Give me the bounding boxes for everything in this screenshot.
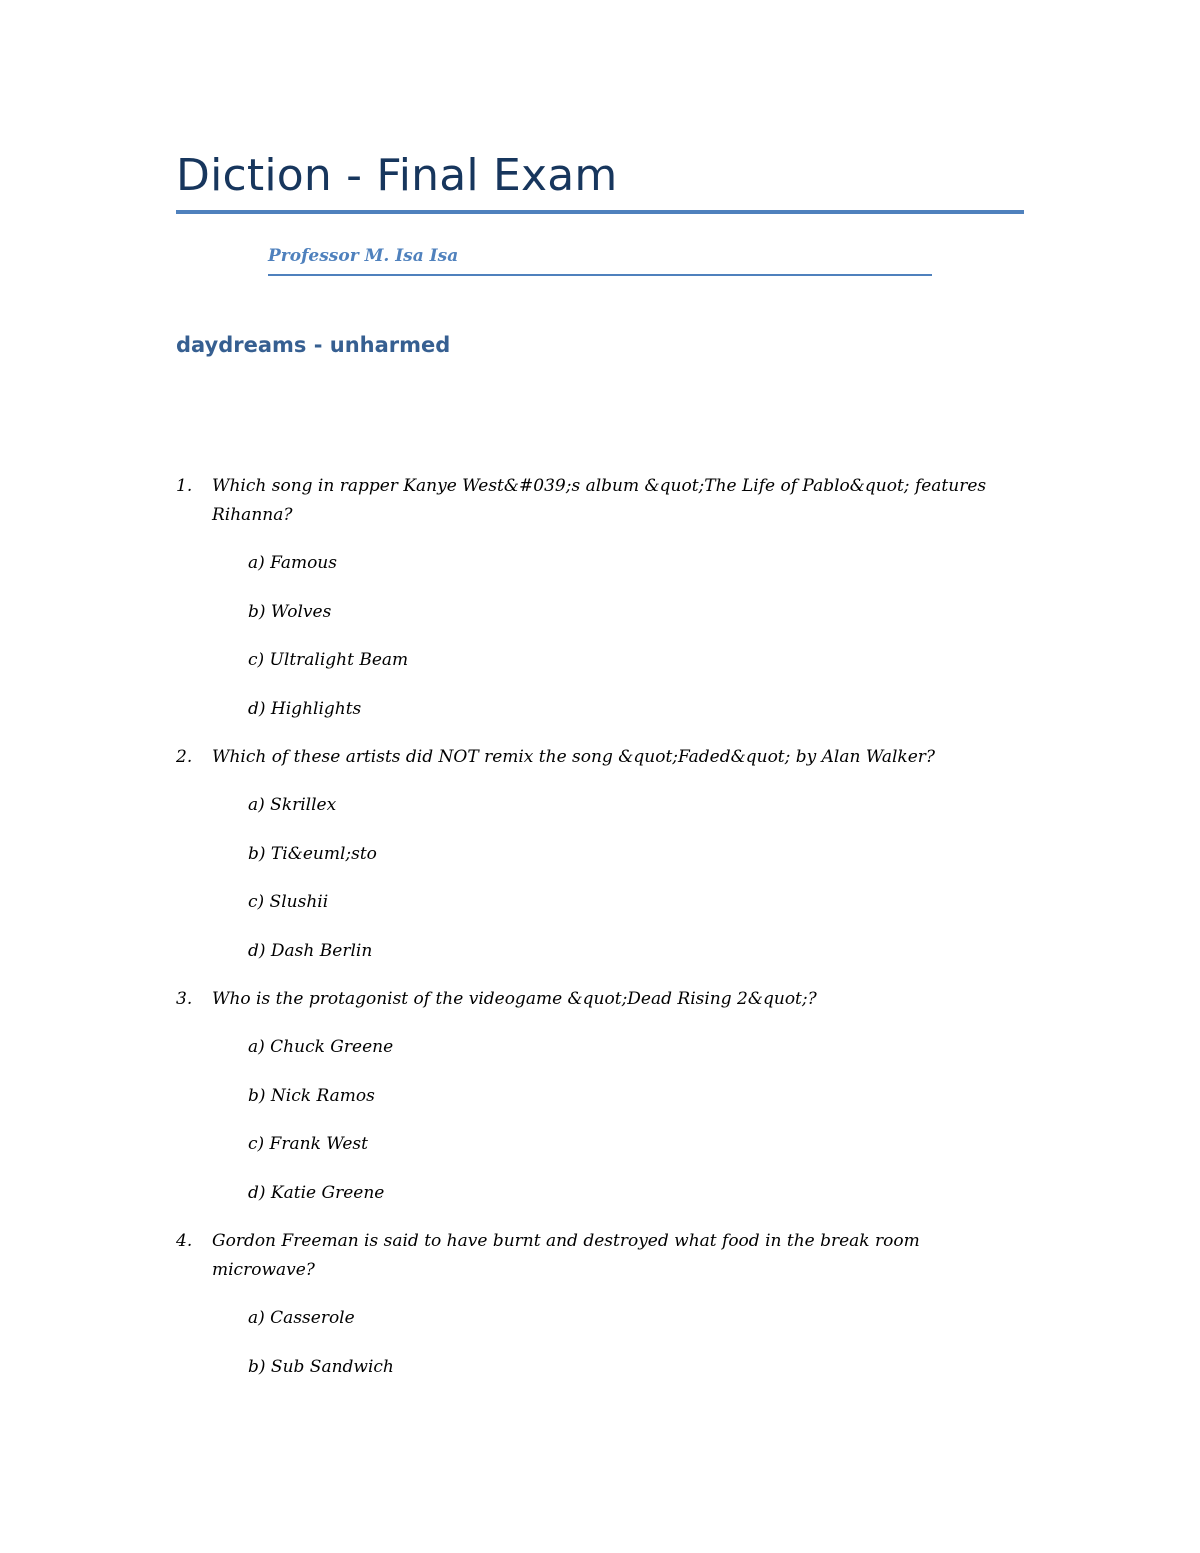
section-heading: daydreams - unharmed bbox=[176, 333, 451, 357]
answer-option: c) Ultralight Beam bbox=[248, 650, 409, 670]
answer-option: d) Dash Berlin bbox=[248, 940, 373, 961]
professor-underline bbox=[268, 274, 932, 276]
answer-option: b) Wolves bbox=[248, 601, 332, 622]
answer-option: a) Skrillex bbox=[248, 795, 337, 815]
question-1 bbox=[176, 472, 1026, 530]
question-number: 4. bbox=[176, 1231, 193, 1251]
answer-option: c) Slushii bbox=[248, 892, 329, 912]
answer-option: d) Highlights bbox=[248, 698, 362, 719]
question-4 bbox=[176, 1227, 1026, 1285]
answer-option: c) Frank West bbox=[248, 1134, 368, 1154]
question-text: Who is the protagonist of the videogame &quot;Dead Rising 2&quot;? bbox=[212, 989, 817, 1009]
question-2 bbox=[176, 743, 1026, 772]
answer-option: b) Ti&euml;sto bbox=[248, 843, 377, 864]
question-list bbox=[176, 472, 1026, 1401]
answer-option: a) Famous bbox=[248, 553, 337, 573]
question-number: 2. bbox=[176, 747, 193, 767]
answer-option: b) Sub Sandwich bbox=[248, 1356, 394, 1377]
answer-option: a) Casserole bbox=[248, 1308, 355, 1328]
answer-option: b) Nick Ramos bbox=[248, 1085, 375, 1106]
professor-name: Professor M. Isa Isa bbox=[268, 246, 459, 266]
question-text: Gordon Freeman is said to have burnt and destroyed what food in the break room microwave? bbox=[212, 1231, 920, 1280]
question-number: 3. bbox=[176, 989, 193, 1009]
question-text: Which song in rapper Kanye West&#039;s album &quot;The Life of Pablo&quot; features Rihanna? bbox=[212, 476, 987, 525]
title-underline bbox=[176, 210, 1024, 214]
answer-option: a) Chuck Greene bbox=[248, 1037, 394, 1057]
question-number: 1. bbox=[176, 476, 193, 496]
answer-option: d) Katie Greene bbox=[248, 1182, 385, 1203]
question-3 bbox=[176, 985, 1026, 1014]
question-text: Which of these artists did NOT remix the song &quot;Faded&quot; by Alan Walker? bbox=[212, 747, 936, 767]
page-title: Diction - Final Exam bbox=[176, 150, 618, 201]
